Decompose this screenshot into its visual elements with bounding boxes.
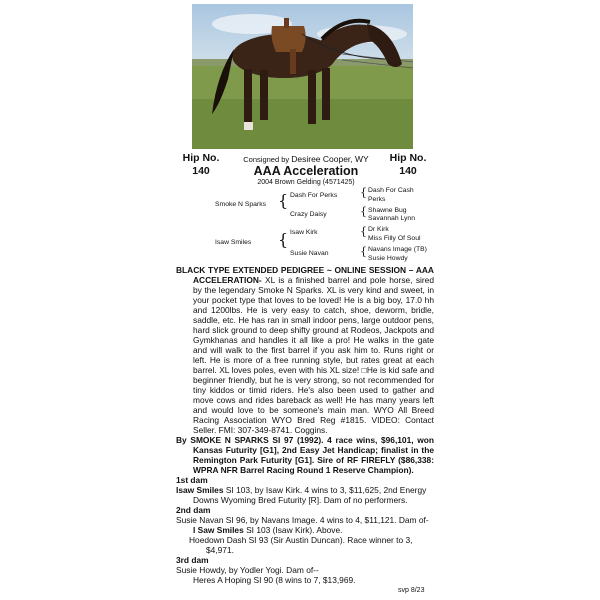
horse-photo — [192, 4, 413, 149]
intro-text: XL is a finished barrel and pole horse, sired by the legendary Smoke N Sparks. XL is very kind and sweet, in your pocket type that loves to be loved! He is a big boy, 17.0 hh and 1200lbs. He is very easy to catch, shoe, deworm, bridle, saddle, etc. He has ran in small indoor pens, large outdoor pens, hard slick ground to deep shifty ground at Rodeos, Jackpots and Gymkhanas and handles it all like a pro! He walks in the gate and will walk to the first barrel if you ask him to. Runs right or left. He is more of a free running style, but rates great at each barrel. XL loves poles, even with his XL size! □He is kid safe and beginner friendly, but he is very strong, so not recommended for tiny kiddos or timid riders. He's also been used to gather and move cows and rides bareback as well! He has many years left and would love to be someone's main man. WYO All Breed Racing Association WYO Bred Reg #1815. VIDEO: Contact Seller. FMI: 307-349-8741. Coggins. — [193, 275, 434, 435]
hip-number-left — [176, 152, 226, 178]
first-dam-heading: 1st dam — [176, 475, 208, 485]
pedigree-brace: { — [278, 230, 289, 249]
second-dam-foal-2: Hoedown Dash SI 93 (Sir Austin Duncan). Race winner to 3, $4,971. — [189, 535, 413, 555]
consigned-prefix: Consigned by — [243, 155, 290, 164]
pedigree-dam-sire-sire: Dr Kirk — [368, 226, 389, 233]
first-dam-paragraph — [176, 485, 434, 505]
hip-number-right — [383, 152, 433, 178]
consignor: Desiree Cooper, WY — [291, 154, 369, 164]
third-dam-foal-1: Heres A Hoping SI 90 (8 wins to 7, $13,969. — [193, 575, 356, 585]
hip-number: 140 — [192, 165, 210, 177]
intro-heading: BLACK TYPE EXTENDED PEDIGREE ~ ONLINE SESSION – AAA ACCELERATION- — [176, 265, 434, 285]
pedigree-dam-sire: Isaw Kirk — [290, 229, 318, 236]
pedigree-sire-dam: Crazy Daisy — [290, 211, 327, 218]
pedigree-brace: { — [360, 245, 367, 258]
pedigree-dam-dam: Susie Navan — [290, 250, 329, 257]
second-dam-foal-1 — [176, 525, 434, 535]
pedigree-brace: { — [360, 225, 367, 238]
pedigree-brace: { — [278, 191, 289, 210]
first-dam-name: Isaw Smiles — [176, 485, 224, 495]
horse-name: AAA Acceleration — [253, 164, 359, 178]
first-dam-text: SI 103, by Isaw Kirk. 4 wins to 3, $11,625, 2nd Energy Downs Wyoming Bred Futurity [R]. Dam of no performers. — [193, 485, 427, 505]
intro-paragraph — [176, 265, 434, 435]
horse-description: 2004 Brown Gelding (4571425) — [257, 179, 355, 186]
hip-label: Hip No. — [389, 152, 427, 164]
pedigree-sire: Smoke N Sparks — [215, 201, 266, 208]
pedigree-sire-sire-sire: Dash For Cash — [368, 187, 414, 194]
pedigree-sire-sire-dam: Perks — [368, 196, 386, 203]
pedigree-brace: { — [360, 205, 367, 218]
hip-number: 140 — [399, 165, 417, 177]
third-dam-text: Susie Howdy, by Yodler Yogi. Dam of-- — [176, 565, 319, 575]
second-dam-heading: 2nd dam — [176, 505, 211, 515]
consigned-line — [226, 154, 386, 164]
pedigree-sire-dam-dam: Savannah Lynn — [368, 215, 415, 222]
pedigree-dam-dam-sire: Navans Image (TB) — [368, 246, 427, 253]
second-dam-foal-1-name: I Saw Smiles — [193, 525, 244, 535]
pedigree-dam: Isaw Smiles — [215, 239, 252, 246]
pedigree-dam-dam-dam: Susie Howdy — [368, 255, 408, 262]
footer-code: svp 8/23 — [398, 587, 425, 594]
second-dam-foal-1-text: SI 103 (Isaw Kirk). Above. — [243, 525, 343, 535]
hip-label: Hip No. — [182, 152, 220, 164]
sire-line: By SMOKE N SPARKS SI 97 (1992). 4 race wins, $96,101, won Kansas Futurity [G1], 2nd Easy Jet Handicap; finalist in the Remington Park Futurity [G1]. Sire of RF FIREFLY ($86,338: WPRA NFR Barrel Racing Round 1 Reserve Champion). — [176, 435, 434, 475]
second-dam-text: Susie Navan SI 96, by Navans Image. 4 wins to 4, $11,121. Dam of- — [176, 515, 429, 525]
pedigree-sire-dam-sire: Shawne Bug — [368, 207, 407, 214]
pedigree-dam-sire-dam: Miss Filly Of Soul — [368, 235, 421, 242]
pedigree-brace: { — [360, 186, 367, 199]
third-dam-heading: 3rd dam — [176, 555, 209, 565]
catalog-body — [176, 265, 434, 585]
pedigree-sire-sire: Dash For Perks — [290, 192, 338, 199]
